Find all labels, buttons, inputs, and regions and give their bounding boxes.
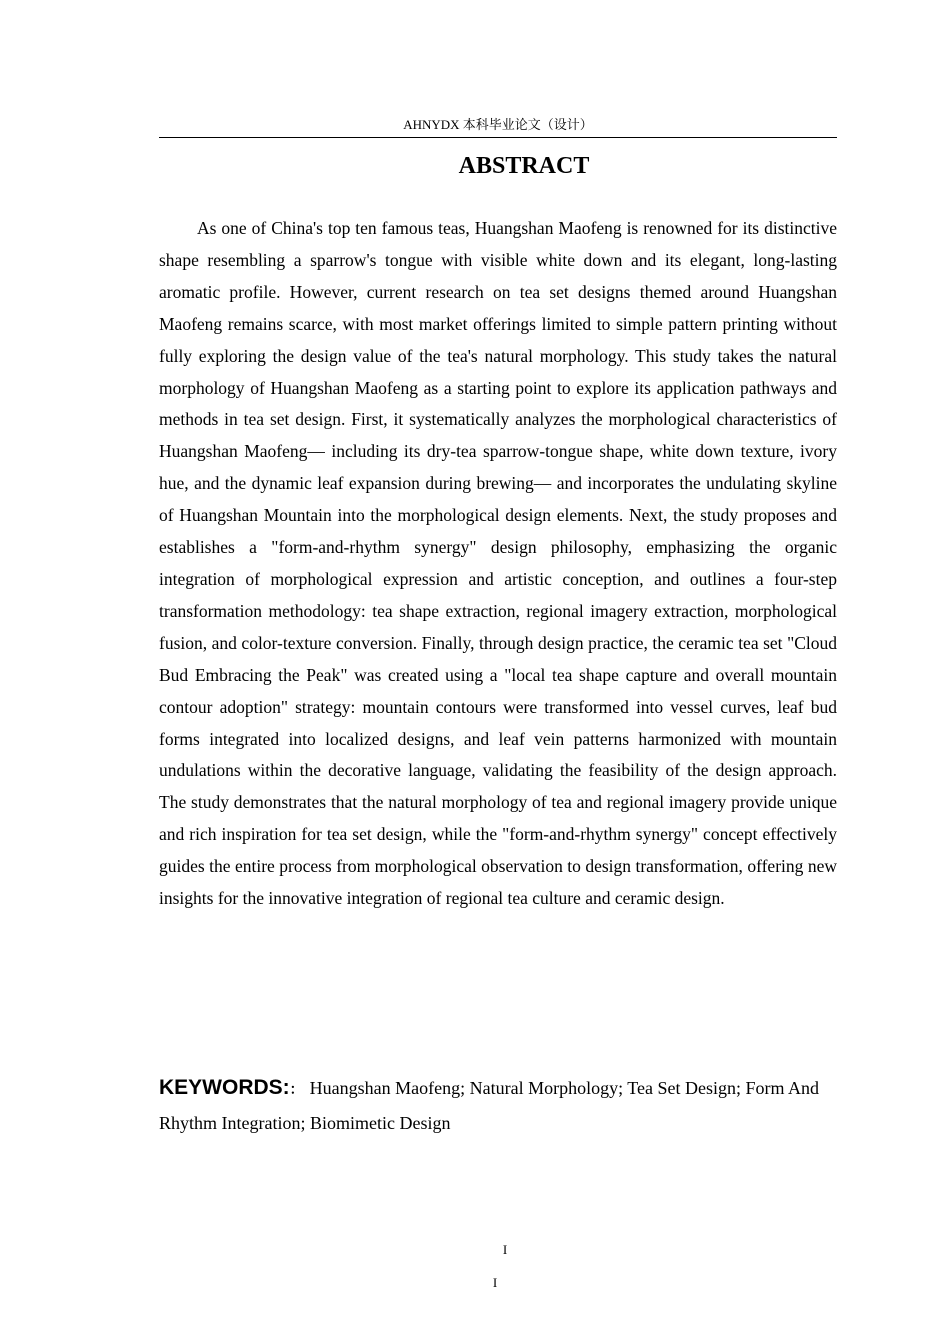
keywords-text: Huangshan Maofeng; Natural Morphology; Tea Set Design; Form And Rhythm Integration; Biomimetic Design xyxy=(159,1078,820,1133)
keywords-separator: ： xyxy=(289,1083,304,1098)
running-header: AHNYDX 本科毕业论文（设计） xyxy=(403,117,593,132)
keywords-label: KEYWORDS: xyxy=(159,1076,290,1099)
page-number-secondary: I xyxy=(492,1275,498,1290)
header-rule xyxy=(159,137,837,138)
abstract-body: As one of China's top ten famous teas, Huangshan Maofeng is renowned for its distinctive shape resembling a sparrow's tongue with visible white down and its elegant, long-lasting aromatic profile. However, current research on tea set designs themed around Huangshan Maofeng remains scarce, with most market offerings limited to simple pattern printing without fully exploring the design value of the tea's natural morphology. This study takes the natural morphology of Huangshan Maofeng as a starting point to explore its application pathways and methods in tea set design. First, it systematically analyzes the morphological characteristics of Huangshan Maofeng— including its dry-tea sparrow-tongue shape, white down texture, ivory hue, and the dynamic leaf expansion during brewing— and incorporates the undulating skyline of Huangshan Mountain into the morphological design elements. Next, the study proposes and establishes a "form-and-rhythm synergy" design philosophy, emphasizing the organic integration of morphological expression and artistic conception, and outlines a four-step transformation methodology: tea shape extraction, regional imagery extraction, morphological fusion, and color-texture conversion. Finally, through design practice, the ceramic tea set "Cloud Bud Embracing the Peak" was created using a "local tea shape capture and overall mountain contour adoption" strategy: mountain contours were transformed into vessel curves, leaf bud forms integrated into localized designs, and leaf vein patterns harmonized with mountain undulations within the decorative language, validating the feasibility of the design approach. The study demonstrates that the natural morphology of tea and regional imagery provide unique and rich inspiration for tea set design, while the "form-and-rhythm synergy" concept effectively guides the entire process from morphological observation to design transformation, offering new insights for the innovative integration of regional tea culture and ceramic design. xyxy=(159,218,837,909)
abstract-title: ABSTRACT xyxy=(458,153,590,179)
keywords-line xyxy=(159,1072,837,1139)
page-number: I xyxy=(502,1242,508,1257)
